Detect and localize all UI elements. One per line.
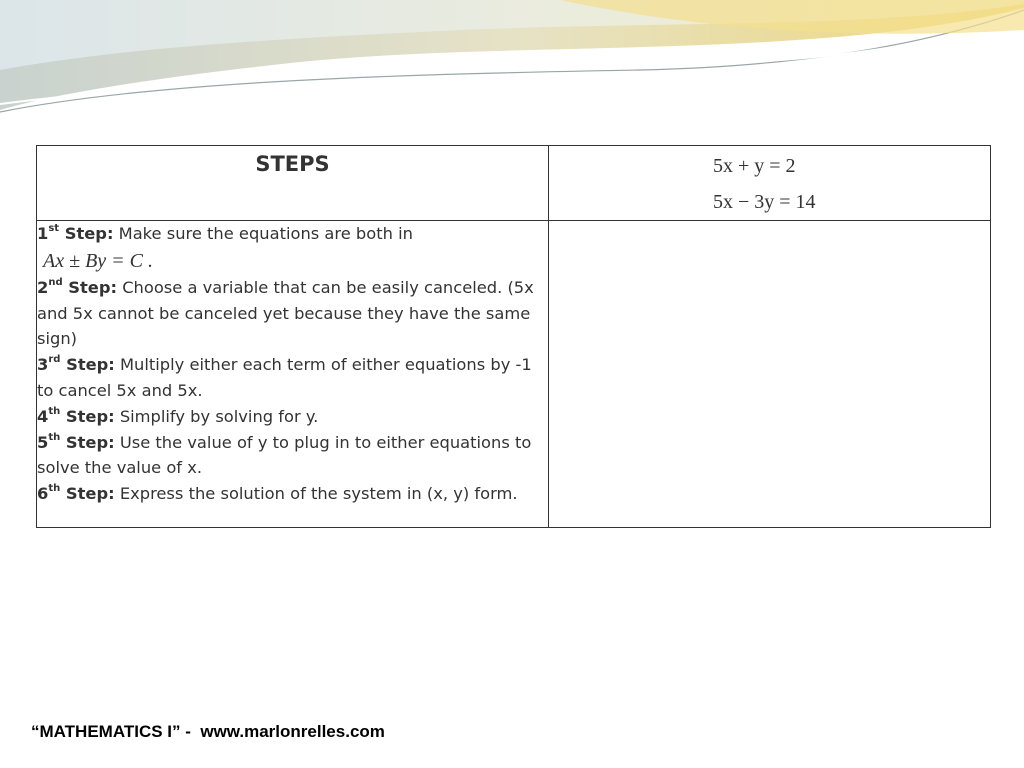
steps-table — [36, 145, 991, 528]
step-2: 2nd Step: Choose a variable that can be easily canceled. (5x and 5x cannot be canceled yet because they have the same sign) — [37, 276, 534, 349]
footer-text: “MATHEMATICS I” - www.marlonrelles.com — [31, 722, 385, 741]
step-1: 1st Step: Make sure the equations are both in Ax ± By = C . — [37, 223, 413, 272]
step-5: 5th Step: Use the value of y to plug in to either equations to solve the value of x. — [37, 431, 532, 478]
standard-form-formula: Ax ± By = C . — [43, 249, 153, 272]
solution-cell — [549, 221, 991, 528]
step-3: 3rd Step: Multiply either each term of either equations by -1 to cancel 5x and 5x. — [37, 354, 532, 400]
equations-header-cell — [549, 146, 991, 221]
decorative-header-swoosh — [0, 0, 1024, 120]
steps-title: STEPS — [255, 152, 330, 176]
step-6: 6th Step: Express the solution of the system in (x, y) form. — [37, 483, 518, 504]
steps-list-cell — [37, 221, 549, 528]
step-4: 4th Step: Simplify by solving for y. — [37, 405, 319, 426]
equation-2: 5x − 3y = 14 — [713, 191, 816, 213]
equation-1: 5x + y = 2 — [713, 155, 796, 177]
steps-header-cell — [37, 146, 549, 221]
